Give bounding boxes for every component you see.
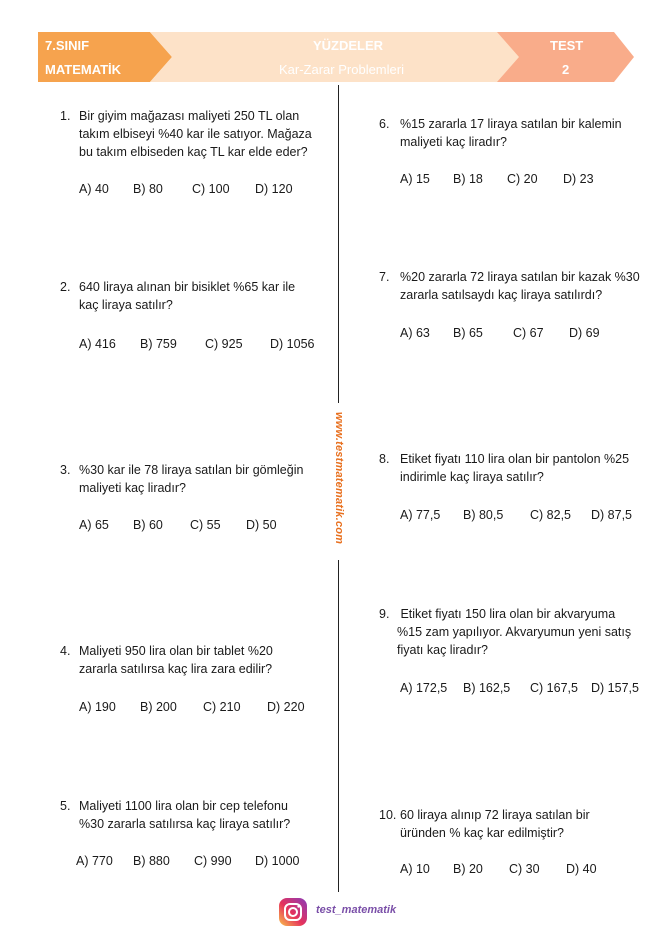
question-number: 1. [60, 109, 71, 123]
question-line: Maliyeti 1100 lira olan bir cep telefonu [79, 799, 288, 813]
question-line: %30 zararla satılırsa kaç liraya satılır? [79, 817, 291, 831]
question-line: Etiket fiyatı 150 lira olan bir akvaryuma [397, 607, 616, 621]
question-line: maliyeti kaç liradır? [79, 481, 186, 495]
column-divider-top [338, 85, 339, 403]
question-line: zararla satılırsa kaç lira zara edilir? [79, 662, 273, 676]
question-text [79, 642, 273, 678]
answer-option-a[interactable]: A) 77,5 [400, 508, 441, 522]
question-text [79, 461, 303, 497]
question-number: 2. [60, 280, 71, 294]
question-text [79, 797, 290, 833]
subject-label: MATEMATİK [45, 62, 122, 77]
answer-option-a[interactable]: A) 10 [400, 862, 430, 876]
answer-option-d[interactable]: D) 87,5 [591, 508, 632, 522]
question-text [400, 268, 640, 304]
answer-option-d[interactable]: D) 50 [246, 518, 277, 532]
question-line: Maliyeti 950 lira olan bir tablet %20 [79, 644, 273, 658]
answer-option-b[interactable]: B) 880 [133, 854, 170, 868]
answer-option-b[interactable]: B) 65 [453, 326, 483, 340]
question-line: 640 liraya alınan bir bisiklet %65 kar ile [79, 280, 296, 294]
topic-title: YÜZDELER [313, 38, 384, 53]
question-line: %15 zam yapılıyor. Akvaryumun yeni satış [397, 625, 632, 639]
question-text [79, 107, 312, 161]
question-line: %20 zararla 72 liraya satılan bir kazak %30 [400, 270, 640, 284]
answer-option-a[interactable]: A) 190 [79, 700, 116, 714]
answer-option-c[interactable]: C) 167,5 [530, 681, 578, 695]
answer-option-b[interactable]: B) 162,5 [463, 681, 511, 695]
question-text [79, 278, 295, 314]
answer-option-d[interactable]: D) 220 [267, 700, 305, 714]
question-line: zararla satılsaydı kaç liraya satılırdı? [400, 288, 603, 302]
question-line: Bir giyim mağazası maliyeti 250 TL olan [79, 109, 300, 123]
answer-option-c[interactable]: C) 925 [205, 337, 243, 351]
question-number: 7. [379, 270, 390, 284]
answer-option-d[interactable]: D) 157,5 [591, 681, 639, 695]
question-line: takım elbiseyi %40 kar ile satıyor. Mağaza [79, 127, 312, 141]
answer-option-b[interactable]: B) 80 [133, 182, 163, 196]
question-number: 8. [379, 452, 390, 466]
answer-option-d[interactable]: D) 120 [255, 182, 293, 196]
question-text [400, 115, 622, 151]
answer-option-d[interactable]: D) 40 [566, 862, 597, 876]
question-line: üründen % kaç kar edilmiştir? [400, 826, 564, 840]
question-line: Etiket fiyatı 110 lira olan bir pantolon %25 [400, 452, 630, 466]
question-line: %30 kar ile 78 liraya satılan bir gömleğin [79, 463, 304, 477]
question-line: %15 zararla 17 liraya satılan bir kalemin [400, 117, 622, 131]
question-line: 60 liraya alınıp 72 liraya satılan bir [400, 808, 590, 822]
answer-option-a[interactable]: A) 416 [79, 337, 116, 351]
question-number: 9. [379, 607, 390, 621]
answer-option-c[interactable]: C) 20 [507, 172, 538, 186]
answer-option-c[interactable]: C) 30 [509, 862, 540, 876]
question-line: maliyeti kaç liradır? [400, 135, 507, 149]
grade-label: 7.SINIF [45, 38, 90, 53]
question-line: indirimle kaç liraya satılır? [400, 470, 544, 484]
test-label: TEST [550, 38, 584, 53]
question-text [397, 605, 631, 659]
answer-option-c[interactable]: C) 82,5 [530, 508, 571, 522]
answer-option-c[interactable]: C) 55 [190, 518, 221, 532]
answer-option-a[interactable]: A) 65 [79, 518, 109, 532]
answer-option-d[interactable]: D) 1056 [270, 337, 315, 351]
question-text [400, 806, 590, 842]
answer-option-a[interactable]: A) 63 [400, 326, 430, 340]
answer-option-a[interactable]: A) 15 [400, 172, 430, 186]
website-text: www.testmatematik.com [333, 412, 345, 545]
question-line: bu takım elbiseden kaç TL kar elde eder? [79, 145, 308, 159]
test-number: 2 [562, 62, 570, 77]
question-number: 10. [379, 808, 397, 822]
answer-option-c[interactable]: C) 990 [194, 854, 232, 868]
answer-option-b[interactable]: B) 759 [140, 337, 177, 351]
instagram-handle: test_matematik [316, 904, 397, 916]
answer-option-b[interactable]: B) 80,5 [463, 508, 504, 522]
website-watermark [331, 412, 347, 552]
answer-option-a[interactable]: A) 40 [79, 182, 109, 196]
answer-option-b[interactable]: B) 20 [453, 862, 483, 876]
answer-option-c[interactable]: C) 210 [203, 700, 241, 714]
answer-option-d[interactable]: D) 69 [569, 326, 600, 340]
question-number: 6. [379, 117, 390, 131]
question-number: 5. [60, 799, 71, 813]
answer-option-a[interactable]: A) 172,5 [400, 681, 448, 695]
instagram-icon [278, 897, 308, 927]
answer-option-b[interactable]: B) 18 [453, 172, 483, 186]
question-text [400, 450, 629, 486]
topic-subtitle: Kar-Zarar Problemleri [279, 62, 404, 77]
answer-option-b[interactable]: B) 60 [133, 518, 163, 532]
answer-option-c[interactable]: C) 100 [192, 182, 230, 196]
answer-option-c[interactable]: C) 67 [513, 326, 544, 340]
question-line: fiyatı kaç liradır? [397, 643, 489, 657]
header-banner [0, 0, 672, 100]
question-line: kaç liraya satılır? [79, 298, 173, 312]
answer-option-d[interactable]: D) 1000 [255, 854, 300, 868]
question-number: 4. [60, 644, 71, 658]
column-divider-bottom [338, 560, 339, 892]
answer-option-d[interactable]: D) 23 [563, 172, 594, 186]
answer-option-b[interactable]: B) 200 [140, 700, 177, 714]
question-number: 3. [60, 463, 71, 477]
answer-option-a[interactable]: A) 770 [76, 854, 113, 868]
